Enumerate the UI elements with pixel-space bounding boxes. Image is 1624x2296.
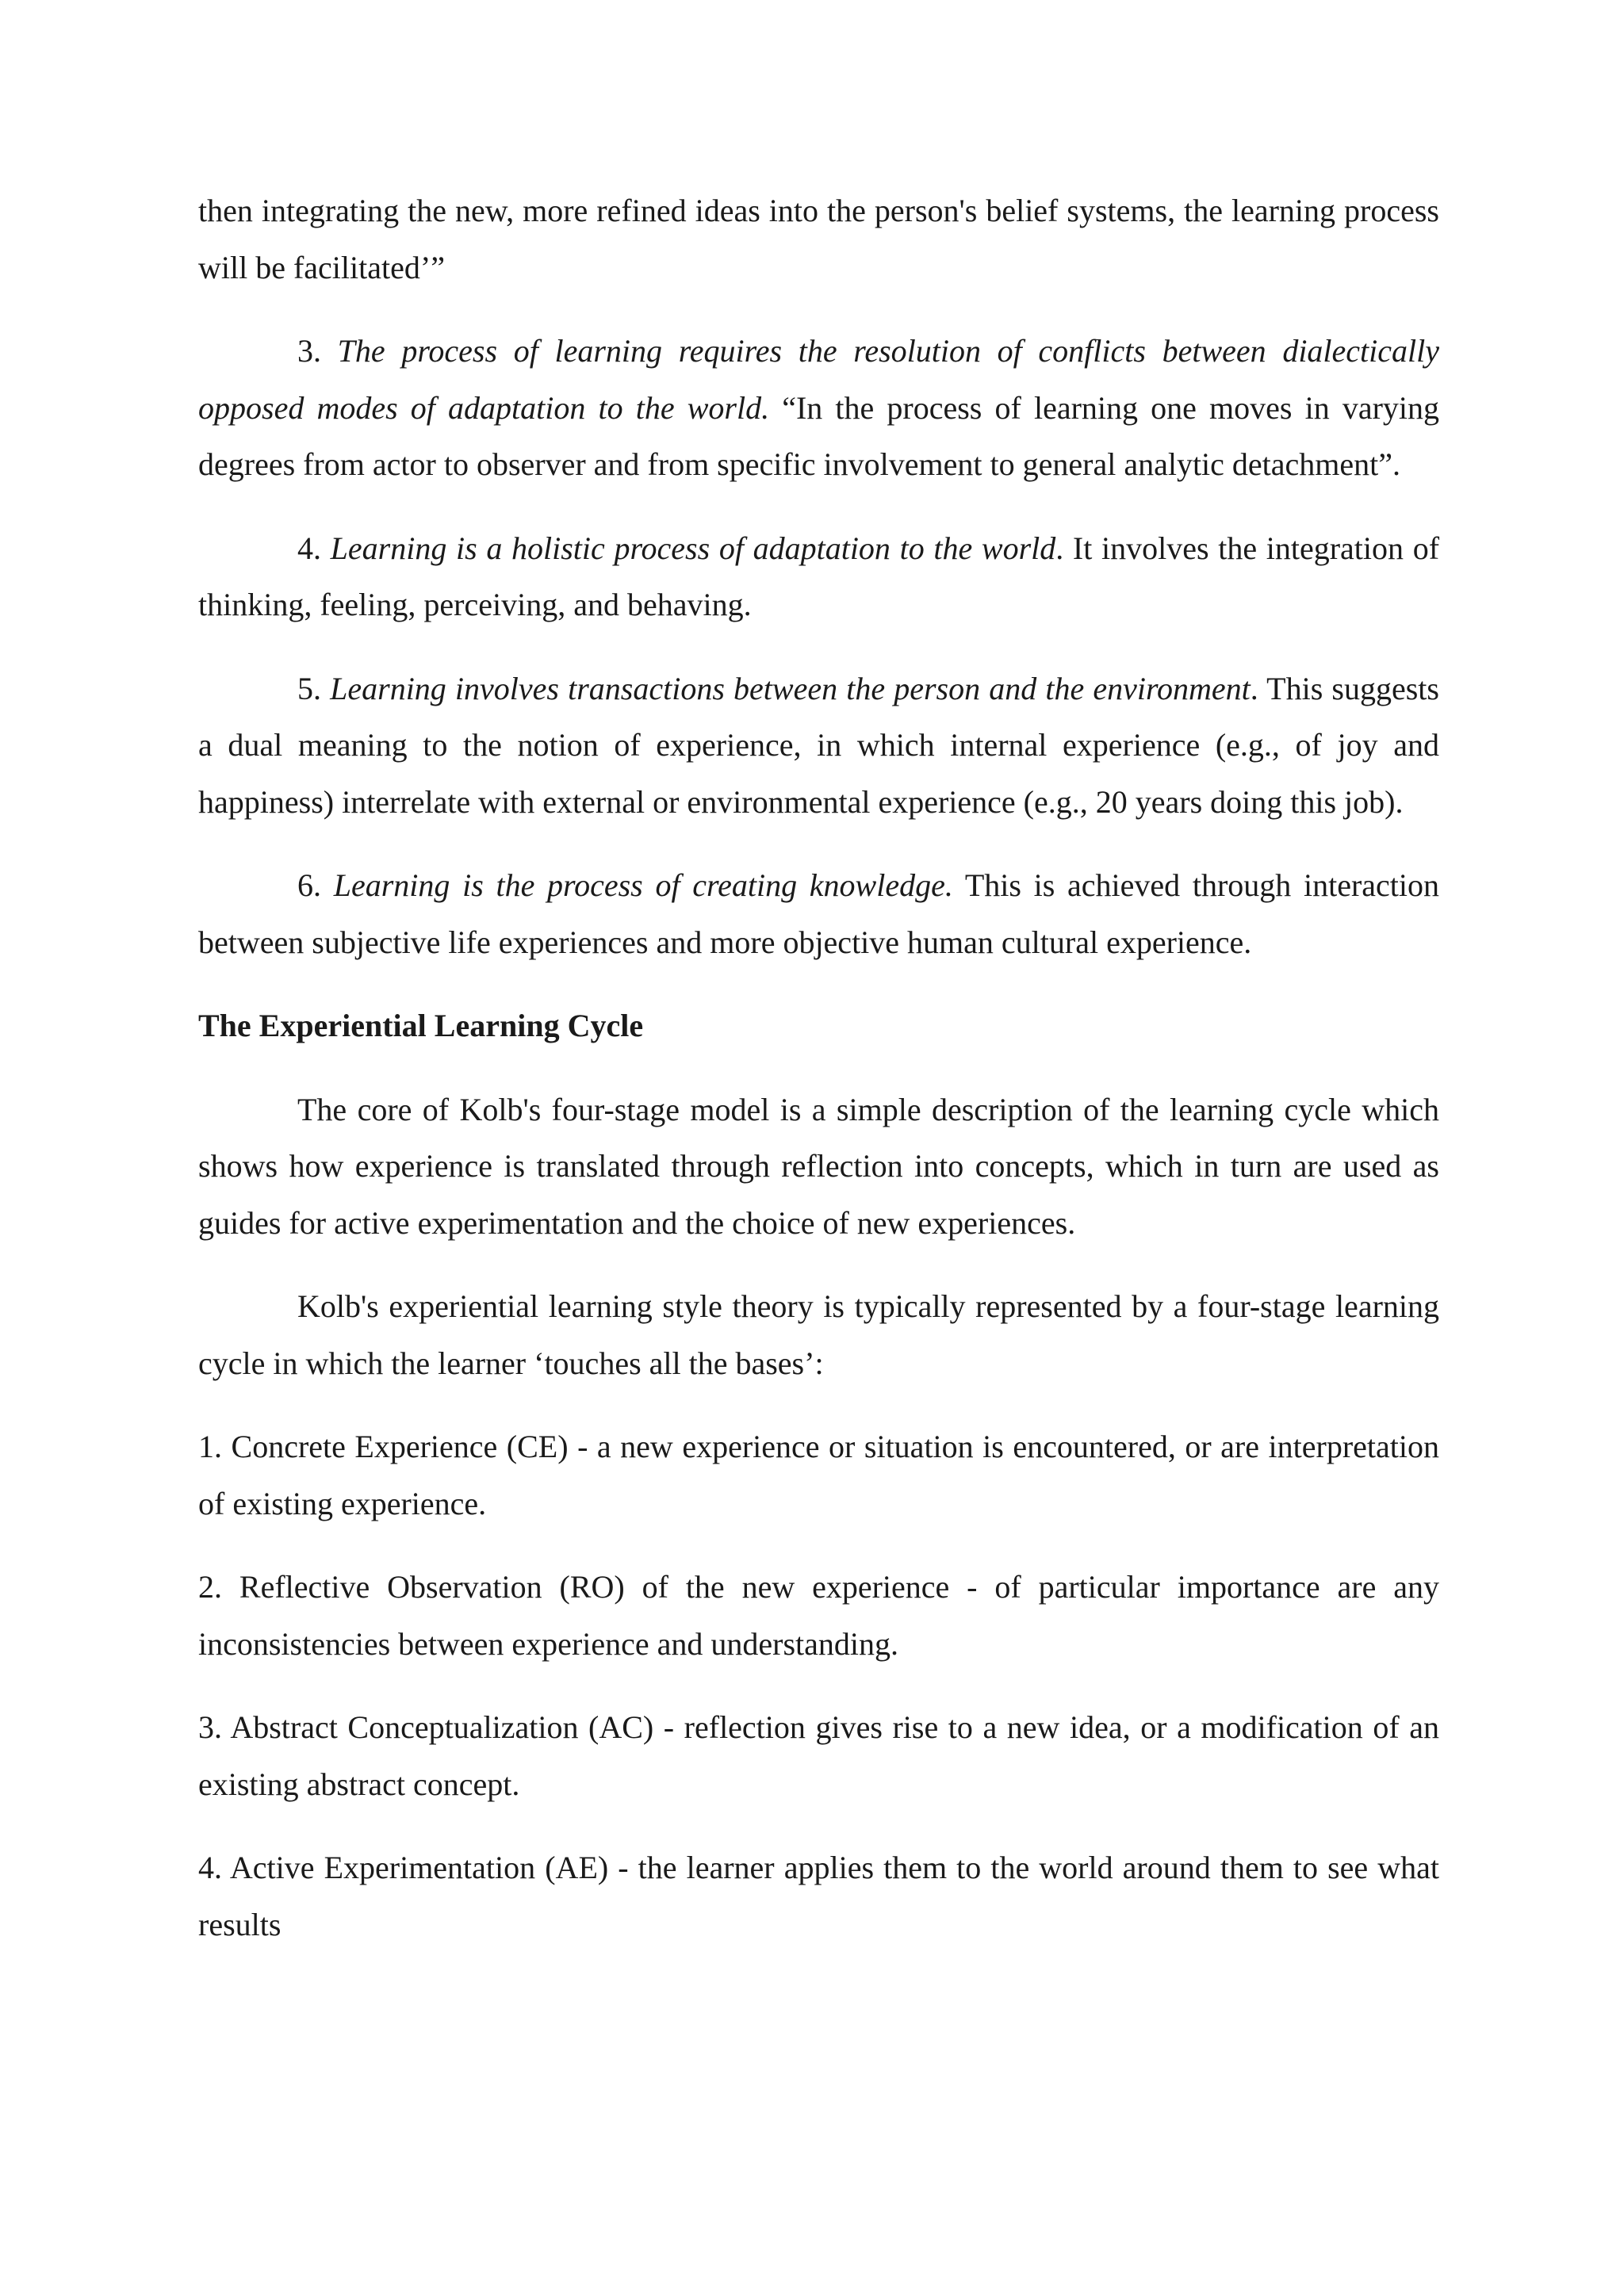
principle-title: Learning is the process of creating knowledge.: [333, 867, 953, 903]
principle-6: [198, 857, 1439, 970]
section-intro-1: The core of Kolb's four-stage model is a simple description of the learning cycle which shows how experience is translated through reflection into concepts, which in turn are used as guides for active experimentation and the choice of new experiences.: [198, 1091, 1439, 1241]
document-page: [198, 182, 1439, 1980]
principle-number: 6.: [297, 867, 334, 903]
principle-text: This is achieved through interaction between subjective life experiences and more objective human cultural experience.: [198, 867, 1440, 960]
principle-title: The process of learning requires the resolution of conflicts between dialectically opposed modes of adaptation to the world.: [198, 333, 1440, 426]
section-intro-2: Kolb's experiential learning style theory is typically represented by a four-stage learning cycle in which the learner ‘touches all the bases’:: [198, 1288, 1439, 1381]
principle-number: 5.: [297, 670, 331, 706]
principle-title: Learning is a holistic process of adaptation to the world: [330, 530, 1056, 566]
paragraph-text: then integrating the new, more refined ideas into the person's belief systems, the learning process will be facilitated’”: [198, 193, 1439, 285]
principle-text: “In the process of learning one moves in varying degrees from actor to observer and from specific involvement to general analytic detachment”.: [198, 389, 1440, 482]
principle-number: 4.: [297, 530, 331, 566]
principle-3: [198, 323, 1439, 493]
stage-item-ce: 1. Concrete Experience (CE) - a new experience or situation is encountered, or are interpretation of existing experience.: [198, 1429, 1439, 1521]
principle-text: . It involves the integration of thinking, feeling, perceiving, and behaving.: [198, 530, 1440, 622]
stage-item-ae: 4. Active Experimentation (AE) - the learner applies them to the world around them to see what results: [198, 1850, 1439, 1942]
principle-text: . This suggests a dual meaning to the notion of experience, in which internal experience (e.g., of joy and happiness) interrelate with external or environmental experience (e.g., 20 years doing this job).: [198, 670, 1439, 820]
section-heading: The Experiential Learning Cycle: [198, 1008, 644, 1043]
paragraph-continuation: [198, 182, 1439, 296]
principle-number: 3.: [297, 333, 338, 369]
stage-item-ro: 2. Reflective Observation (RO) of the new experience - of particular importance are any inconsistencies between experience and understanding.: [198, 1569, 1439, 1662]
principle-5: [198, 660, 1439, 831]
principle-4: [198, 520, 1439, 633]
stage-item-ac: 3. Abstract Conceptualization (AC) - reflection gives rise to a new idea, or a modification of an existing abstract concept.: [198, 1709, 1439, 1802]
principle-title: Learning involves transactions between the person and the environment: [330, 670, 1251, 706]
